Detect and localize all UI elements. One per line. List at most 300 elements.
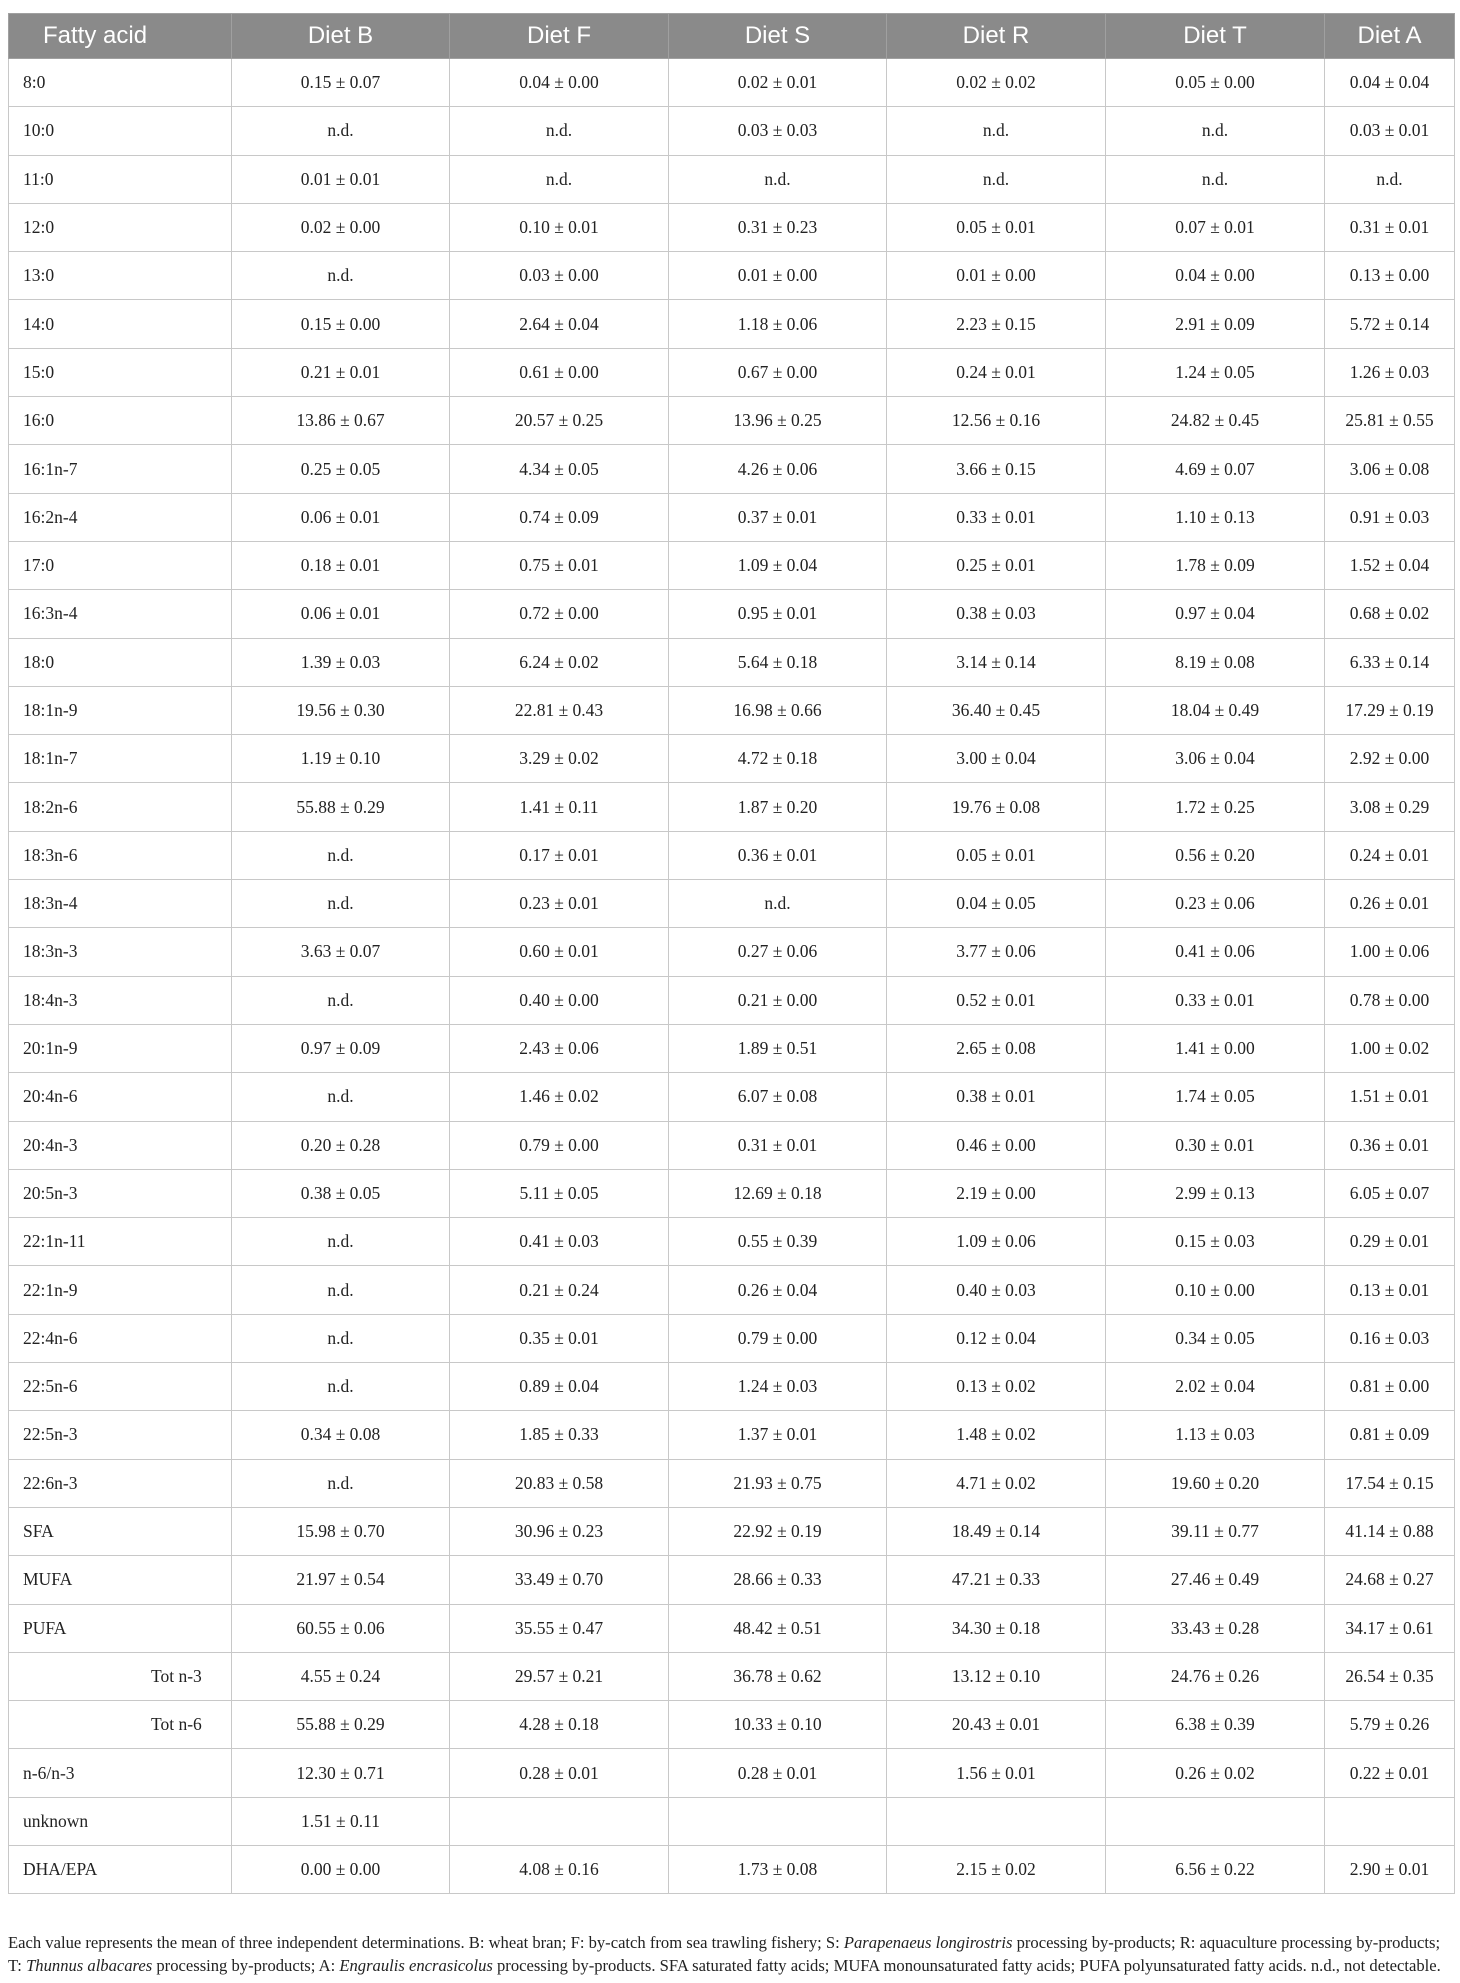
table-row — [9, 686, 1455, 734]
header-diet-s: Diet S — [669, 14, 887, 59]
table-cell: 27.46 ± 0.49 — [1106, 1556, 1325, 1604]
row-label: Tot n-3 — [9, 1652, 232, 1700]
table-cell: 2.92 ± 0.00 — [1325, 735, 1455, 783]
table-cell: 3.06 ± 0.04 — [1106, 735, 1325, 783]
table-row — [9, 252, 1455, 300]
row-label: unknown — [9, 1797, 232, 1845]
table-cell: 1.00 ± 0.06 — [1325, 928, 1455, 976]
fatty-acid-table-container — [8, 13, 1454, 1894]
table-cell: 1.48 ± 0.02 — [887, 1411, 1106, 1459]
table-cell: 2.91 ± 0.09 — [1106, 300, 1325, 348]
table-cell: 3.77 ± 0.06 — [887, 928, 1106, 976]
table-cell: 1.41 ± 0.00 — [1106, 1024, 1325, 1072]
table-cell: 0.60 ± 0.01 — [450, 928, 669, 976]
row-label: 11:0 — [9, 155, 232, 203]
table-cell: 0.06 ± 0.01 — [232, 493, 450, 541]
table-cell: 1.87 ± 0.20 — [669, 783, 887, 831]
table-cell: 0.30 ± 0.01 — [1106, 1121, 1325, 1169]
row-label: 22:4n-6 — [9, 1314, 232, 1362]
table-row — [9, 1314, 1455, 1362]
row-label: 16:0 — [9, 397, 232, 445]
table-header — [9, 14, 1455, 59]
table-cell: 5.64 ± 0.18 — [669, 638, 887, 686]
table-cell: 1.51 ± 0.11 — [232, 1797, 450, 1845]
row-label: Tot n-6 — [9, 1701, 232, 1749]
table-cell: 36.40 ± 0.45 — [887, 686, 1106, 734]
table-cell: 0.34 ± 0.08 — [232, 1411, 450, 1459]
table-cell: 1.56 ± 0.01 — [887, 1749, 1106, 1797]
table-cell: 0.24 ± 0.01 — [887, 348, 1106, 396]
table-row — [9, 1121, 1455, 1169]
table-cell: 3.63 ± 0.07 — [232, 928, 450, 976]
table-cell — [450, 1797, 669, 1845]
table-cell: 2.43 ± 0.06 — [450, 1024, 669, 1072]
table-cell: 2.19 ± 0.00 — [887, 1169, 1106, 1217]
table-row — [9, 445, 1455, 493]
row-label: 10:0 — [9, 107, 232, 155]
table-cell: n.d. — [232, 107, 450, 155]
table-cell: 22.92 ± 0.19 — [669, 1507, 887, 1555]
table-cell: 19.60 ± 0.20 — [1106, 1459, 1325, 1507]
table-cell: 0.78 ± 0.00 — [1325, 976, 1455, 1024]
table-cell: 0.12 ± 0.04 — [887, 1314, 1106, 1362]
table-cell: 0.13 ± 0.02 — [887, 1363, 1106, 1411]
fatty-acid-table — [8, 13, 1455, 1894]
table-row — [9, 1845, 1455, 1893]
footnote-species-t: Thunnus albacares — [26, 1956, 153, 1975]
table-cell: 1.09 ± 0.04 — [669, 541, 887, 589]
table-cell: 12.30 ± 0.71 — [232, 1749, 450, 1797]
table-cell: 0.68 ± 0.02 — [1325, 590, 1455, 638]
table-cell — [1106, 1797, 1325, 1845]
table-cell: 21.93 ± 0.75 — [669, 1459, 887, 1507]
table-cell: 0.05 ± 0.01 — [887, 203, 1106, 251]
table-cell: 0.24 ± 0.01 — [1325, 831, 1455, 879]
table-cell: 0.33 ± 0.01 — [1106, 976, 1325, 1024]
table-cell: 1.18 ± 0.06 — [669, 300, 887, 348]
table-cell: 0.02 ± 0.01 — [669, 59, 887, 107]
table-cell: 24.82 ± 0.45 — [1106, 397, 1325, 445]
table-cell: 0.15 ± 0.03 — [1106, 1218, 1325, 1266]
table-row — [9, 1024, 1455, 1072]
table-cell: 6.38 ± 0.39 — [1106, 1701, 1325, 1749]
table-cell: 0.13 ± 0.00 — [1325, 252, 1455, 300]
table-row — [9, 203, 1455, 251]
table-cell: 19.76 ± 0.08 — [887, 783, 1106, 831]
table-cell: 0.34 ± 0.05 — [1106, 1314, 1325, 1362]
table-row — [9, 783, 1455, 831]
table-cell: 16.98 ± 0.66 — [669, 686, 887, 734]
row-label: 13:0 — [9, 252, 232, 300]
table-cell: 0.02 ± 0.02 — [887, 59, 1106, 107]
table-cell: 2.23 ± 0.15 — [887, 300, 1106, 348]
table-cell: 33.49 ± 0.70 — [450, 1556, 669, 1604]
table-cell: 0.56 ± 0.20 — [1106, 831, 1325, 879]
table-cell: 1.52 ± 0.04 — [1325, 541, 1455, 589]
footnote-species-a: Engraulis encrasicolus — [339, 1956, 493, 1975]
table-cell: 1.46 ± 0.02 — [450, 1073, 669, 1121]
row-label: 8:0 — [9, 59, 232, 107]
table-cell: 55.88 ± 0.29 — [232, 1701, 450, 1749]
table-cell: 0.04 ± 0.04 — [1325, 59, 1455, 107]
table-cell: 6.24 ± 0.02 — [450, 638, 669, 686]
row-label: 17:0 — [9, 541, 232, 589]
table-cell: 20.83 ± 0.58 — [450, 1459, 669, 1507]
table-cell: n.d. — [232, 252, 450, 300]
table-cell: 35.55 ± 0.47 — [450, 1604, 669, 1652]
table-cell: 0.01 ± 0.00 — [887, 252, 1106, 300]
table-cell: n.d. — [669, 155, 887, 203]
table-cell: 2.02 ± 0.04 — [1106, 1363, 1325, 1411]
table-row — [9, 638, 1455, 686]
table-cell: 12.56 ± 0.16 — [887, 397, 1106, 445]
table-cell: 4.08 ± 0.16 — [450, 1845, 669, 1893]
table-cell: 0.72 ± 0.00 — [450, 590, 669, 638]
table-cell: 0.52 ± 0.01 — [887, 976, 1106, 1024]
table-cell: 0.22 ± 0.01 — [1325, 1749, 1455, 1797]
table-cell: 1.51 ± 0.01 — [1325, 1073, 1455, 1121]
table-cell: 4.55 ± 0.24 — [232, 1652, 450, 1700]
table-cell: 3.00 ± 0.04 — [887, 735, 1106, 783]
table-cell: 0.01 ± 0.01 — [232, 155, 450, 203]
table-cell: 39.11 ± 0.77 — [1106, 1507, 1325, 1555]
table-row — [9, 348, 1455, 396]
table-cell: 0.26 ± 0.02 — [1106, 1749, 1325, 1797]
table-row — [9, 1556, 1455, 1604]
table-cell: 0.79 ± 0.00 — [669, 1314, 887, 1362]
table-cell: 25.81 ± 0.55 — [1325, 397, 1455, 445]
table-cell: 34.17 ± 0.61 — [1325, 1604, 1455, 1652]
table-cell: 20.43 ± 0.01 — [887, 1701, 1106, 1749]
table-cell: 0.37 ± 0.01 — [669, 493, 887, 541]
table-cell: n.d. — [232, 1218, 450, 1266]
table-cell: 6.56 ± 0.22 — [1106, 1845, 1325, 1893]
table-cell: 1.74 ± 0.05 — [1106, 1073, 1325, 1121]
row-label: 14:0 — [9, 300, 232, 348]
table-cell: 1.73 ± 0.08 — [669, 1845, 887, 1893]
table-cell: 0.46 ± 0.00 — [887, 1121, 1106, 1169]
table-cell: 6.07 ± 0.08 — [669, 1073, 887, 1121]
row-label: 18:3n-6 — [9, 831, 232, 879]
table-row — [9, 300, 1455, 348]
table-cell: 1.09 ± 0.06 — [887, 1218, 1106, 1266]
row-label: SFA — [9, 1507, 232, 1555]
header-diet-f: Diet F — [450, 14, 669, 59]
row-label: 18:4n-3 — [9, 976, 232, 1024]
row-label: DHA/EPA — [9, 1845, 232, 1893]
table-cell: 36.78 ± 0.62 — [669, 1652, 887, 1700]
table-row — [9, 1266, 1455, 1314]
table-cell: 6.33 ± 0.14 — [1325, 638, 1455, 686]
header-diet-t: Diet T — [1106, 14, 1325, 59]
table-cell: n.d. — [232, 1266, 450, 1314]
table-row — [9, 1218, 1455, 1266]
table-row — [9, 831, 1455, 879]
table-cell: 0.17 ± 0.01 — [450, 831, 669, 879]
row-label: 16:3n-4 — [9, 590, 232, 638]
table-row — [9, 1604, 1455, 1652]
table-cell: 0.10 ± 0.01 — [450, 203, 669, 251]
table-cell: 0.16 ± 0.03 — [1325, 1314, 1455, 1362]
table-cell: 4.71 ± 0.02 — [887, 1459, 1106, 1507]
table-row — [9, 1411, 1455, 1459]
table-cell: n.d. — [232, 831, 450, 879]
row-label: 20:5n-3 — [9, 1169, 232, 1217]
footnote-text-1: Each value represents the mean of three independent determinations. B: wheat bran; F: by-catch from sea trawling fishery; S: — [8, 1933, 844, 1952]
table-cell: 3.08 ± 0.29 — [1325, 783, 1455, 831]
table-row — [9, 590, 1455, 638]
row-label: 22:5n-6 — [9, 1363, 232, 1411]
table-cell: 1.19 ± 0.10 — [232, 735, 450, 783]
table-row — [9, 107, 1455, 155]
table-cell: 0.33 ± 0.01 — [887, 493, 1106, 541]
table-cell: 1.89 ± 0.51 — [669, 1024, 887, 1072]
table-cell: 0.04 ± 0.00 — [450, 59, 669, 107]
table-cell: 0.40 ± 0.00 — [450, 976, 669, 1024]
table-row — [9, 1652, 1455, 1700]
row-label: 22:6n-3 — [9, 1459, 232, 1507]
row-label: 15:0 — [9, 348, 232, 396]
table-cell: 18.49 ± 0.14 — [887, 1507, 1106, 1555]
table-cell: 4.72 ± 0.18 — [669, 735, 887, 783]
table-row — [9, 976, 1455, 1024]
table-row — [9, 1749, 1455, 1797]
table-row — [9, 735, 1455, 783]
table-cell: 4.26 ± 0.06 — [669, 445, 887, 493]
table-cell: 17.29 ± 0.19 — [1325, 686, 1455, 734]
table-cell: 1.10 ± 0.13 — [1106, 493, 1325, 541]
table-cell — [887, 1797, 1106, 1845]
table-cell: 1.24 ± 0.03 — [669, 1363, 887, 1411]
table-row — [9, 1797, 1455, 1845]
table-cell: 0.97 ± 0.04 — [1106, 590, 1325, 638]
table-cell: 0.67 ± 0.00 — [669, 348, 887, 396]
table-cell: 1.41 ± 0.11 — [450, 783, 669, 831]
table-row — [9, 493, 1455, 541]
table-cell: 0.74 ± 0.09 — [450, 493, 669, 541]
table-cell: 0.55 ± 0.39 — [669, 1218, 887, 1266]
table-cell: 0.61 ± 0.00 — [450, 348, 669, 396]
table-cell: 33.43 ± 0.28 — [1106, 1604, 1325, 1652]
table-cell: n.d. — [887, 155, 1106, 203]
table-cell: n.d. — [232, 976, 450, 1024]
table-cell: 1.13 ± 0.03 — [1106, 1411, 1325, 1459]
table-cell: 1.00 ± 0.02 — [1325, 1024, 1455, 1072]
row-label: 12:0 — [9, 203, 232, 251]
table-cell: 1.24 ± 0.05 — [1106, 348, 1325, 396]
table-cell: 0.28 ± 0.01 — [669, 1749, 887, 1797]
table-cell: 2.90 ± 0.01 — [1325, 1845, 1455, 1893]
table-cell: 3.14 ± 0.14 — [887, 638, 1106, 686]
table-row — [9, 1363, 1455, 1411]
table-cell: 15.98 ± 0.70 — [232, 1507, 450, 1555]
table-cell: 5.79 ± 0.26 — [1325, 1701, 1455, 1749]
table-cell: 0.21 ± 0.00 — [669, 976, 887, 1024]
table-cell: 0.23 ± 0.06 — [1106, 880, 1325, 928]
table-cell: 0.15 ± 0.00 — [232, 300, 450, 348]
table-cell: 0.81 ± 0.00 — [1325, 1363, 1455, 1411]
table-cell: n.d. — [232, 1314, 450, 1362]
table-cell: 0.79 ± 0.00 — [450, 1121, 669, 1169]
table-cell: 0.03 ± 0.01 — [1325, 107, 1455, 155]
table-cell: 8.19 ± 0.08 — [1106, 638, 1325, 686]
table-row — [9, 1507, 1455, 1555]
table-cell: 1.37 ± 0.01 — [669, 1411, 887, 1459]
table-cell: 2.65 ± 0.08 — [887, 1024, 1106, 1072]
table-cell: 0.75 ± 0.01 — [450, 541, 669, 589]
table-cell: 13.12 ± 0.10 — [887, 1652, 1106, 1700]
table-cell: 0.02 ± 0.00 — [232, 203, 450, 251]
table-cell: 2.15 ± 0.02 — [887, 1845, 1106, 1893]
table-cell: 13.96 ± 0.25 — [669, 397, 887, 445]
table-cell: 1.26 ± 0.03 — [1325, 348, 1455, 396]
table-cell: 0.18 ± 0.01 — [232, 541, 450, 589]
table-cell: 0.81 ± 0.09 — [1325, 1411, 1455, 1459]
table-cell: 0.36 ± 0.01 — [669, 831, 887, 879]
table-cell: 19.56 ± 0.30 — [232, 686, 450, 734]
row-label: 18:3n-4 — [9, 880, 232, 928]
footnote-text-2: processing by-products; R: aquaculture processing by-products; T: — [8, 1933, 1441, 1975]
table-cell: 0.95 ± 0.01 — [669, 590, 887, 638]
row-label: 16:2n-4 — [9, 493, 232, 541]
table-cell: 0.91 ± 0.03 — [1325, 493, 1455, 541]
table-cell: 10.33 ± 0.10 — [669, 1701, 887, 1749]
table-cell: 3.29 ± 0.02 — [450, 735, 669, 783]
table-cell: n.d. — [232, 880, 450, 928]
table-cell: 0.03 ± 0.00 — [450, 252, 669, 300]
table-cell: 0.38 ± 0.01 — [887, 1073, 1106, 1121]
table-cell: 0.97 ± 0.09 — [232, 1024, 450, 1072]
table-cell — [1325, 1797, 1455, 1845]
table-cell: n.d. — [669, 880, 887, 928]
table-cell: 0.10 ± 0.00 — [1106, 1266, 1325, 1314]
row-label: MUFA — [9, 1556, 232, 1604]
table-cell: 6.05 ± 0.07 — [1325, 1169, 1455, 1217]
table-cell: 4.28 ± 0.18 — [450, 1701, 669, 1749]
table-cell: 5.72 ± 0.14 — [1325, 300, 1455, 348]
table-row — [9, 155, 1455, 203]
table-cell: 3.66 ± 0.15 — [887, 445, 1106, 493]
table-cell: 60.55 ± 0.06 — [232, 1604, 450, 1652]
table-cell: n.d. — [1325, 155, 1455, 203]
table-cell: n.d. — [450, 107, 669, 155]
table-cell: n.d. — [232, 1363, 450, 1411]
table-cell: 5.11 ± 0.05 — [450, 1169, 669, 1217]
row-label: 18:2n-6 — [9, 783, 232, 831]
row-label: 20:4n-3 — [9, 1121, 232, 1169]
table-cell: 0.36 ± 0.01 — [1325, 1121, 1455, 1169]
table-row — [9, 1701, 1455, 1749]
header-diet-b: Diet B — [232, 14, 450, 59]
table-cell: 47.21 ± 0.33 — [887, 1556, 1106, 1604]
table-cell: 4.34 ± 0.05 — [450, 445, 669, 493]
table-cell: 0.26 ± 0.04 — [669, 1266, 887, 1314]
row-label: 18:0 — [9, 638, 232, 686]
table-cell: n.d. — [1106, 107, 1325, 155]
table-cell: 0.05 ± 0.00 — [1106, 59, 1325, 107]
table-cell: 0.07 ± 0.01 — [1106, 203, 1325, 251]
table-cell: n.d. — [1106, 155, 1325, 203]
table-body — [9, 59, 1455, 1894]
row-label: 22:1n-11 — [9, 1218, 232, 1266]
row-label: 22:1n-9 — [9, 1266, 232, 1314]
table-cell: 0.26 ± 0.01 — [1325, 880, 1455, 928]
table-row — [9, 397, 1455, 445]
table-cell: 0.04 ± 0.05 — [887, 880, 1106, 928]
row-label: PUFA — [9, 1604, 232, 1652]
table-cell: 22.81 ± 0.43 — [450, 686, 669, 734]
table-cell: 0.13 ± 0.01 — [1325, 1266, 1455, 1314]
table-cell: 0.29 ± 0.01 — [1325, 1218, 1455, 1266]
table-cell: 20.57 ± 0.25 — [450, 397, 669, 445]
table-cell: 0.38 ± 0.03 — [887, 590, 1106, 638]
table-cell: n.d. — [887, 107, 1106, 155]
table-cell: 4.69 ± 0.07 — [1106, 445, 1325, 493]
table-cell: 48.42 ± 0.51 — [669, 1604, 887, 1652]
footnote-text-4: processing by-products. SFA saturated fatty acids; MUFA monounsaturated fatty acids; PUFA polyunsaturated fatty acids. n.d., not detectable. — [492, 1956, 1441, 1975]
table-cell: 2.99 ± 0.13 — [1106, 1169, 1325, 1217]
table-cell: 55.88 ± 0.29 — [232, 783, 450, 831]
footnote-text-3: processing by-products; A: — [152, 1956, 340, 1975]
table-cell: 26.54 ± 0.35 — [1325, 1652, 1455, 1700]
table-cell: 0.27 ± 0.06 — [669, 928, 887, 976]
table-cell: 1.72 ± 0.25 — [1106, 783, 1325, 831]
header-fatty-acid: Fatty acid — [9, 14, 232, 59]
table-cell: 34.30 ± 0.18 — [887, 1604, 1106, 1652]
table-footnote — [8, 1931, 1448, 1977]
table-row — [9, 1169, 1455, 1217]
table-cell: 17.54 ± 0.15 — [1325, 1459, 1455, 1507]
row-label: 16:1n-7 — [9, 445, 232, 493]
table-row — [9, 880, 1455, 928]
table-cell: n.d. — [450, 155, 669, 203]
table-cell: 0.41 ± 0.06 — [1106, 928, 1325, 976]
table-cell: 0.38 ± 0.05 — [232, 1169, 450, 1217]
table-row — [9, 59, 1455, 107]
table-cell: 0.31 ± 0.01 — [669, 1121, 887, 1169]
table-cell: 0.41 ± 0.03 — [450, 1218, 669, 1266]
table-cell: 0.01 ± 0.00 — [669, 252, 887, 300]
table-cell: 1.85 ± 0.33 — [450, 1411, 669, 1459]
table-row — [9, 1459, 1455, 1507]
table-cell: 0.04 ± 0.00 — [1106, 252, 1325, 300]
header-diet-a: Diet A — [1325, 14, 1455, 59]
table-cell: 13.86 ± 0.67 — [232, 397, 450, 445]
row-label: 20:4n-6 — [9, 1073, 232, 1121]
table-cell: n.d. — [232, 1459, 450, 1507]
table-cell: 0.00 ± 0.00 — [232, 1845, 450, 1893]
table-cell: 18.04 ± 0.49 — [1106, 686, 1325, 734]
table-row — [9, 928, 1455, 976]
row-label: 20:1n-9 — [9, 1024, 232, 1072]
table-cell: 41.14 ± 0.88 — [1325, 1507, 1455, 1555]
table-cell: 3.06 ± 0.08 — [1325, 445, 1455, 493]
table-cell: 21.97 ± 0.54 — [232, 1556, 450, 1604]
table-cell: 0.35 ± 0.01 — [450, 1314, 669, 1362]
table-cell: 0.03 ± 0.03 — [669, 107, 887, 155]
header-row — [9, 14, 1455, 59]
table-cell: 0.20 ± 0.28 — [232, 1121, 450, 1169]
table-cell: 0.06 ± 0.01 — [232, 590, 450, 638]
row-label: 22:5n-3 — [9, 1411, 232, 1459]
table-cell: 1.39 ± 0.03 — [232, 638, 450, 686]
table-cell: 28.66 ± 0.33 — [669, 1556, 887, 1604]
table-row — [9, 1073, 1455, 1121]
table-cell: 0.40 ± 0.03 — [887, 1266, 1106, 1314]
table-cell: 0.15 ± 0.07 — [232, 59, 450, 107]
table-cell: 29.57 ± 0.21 — [450, 1652, 669, 1700]
table-cell: n.d. — [232, 1073, 450, 1121]
